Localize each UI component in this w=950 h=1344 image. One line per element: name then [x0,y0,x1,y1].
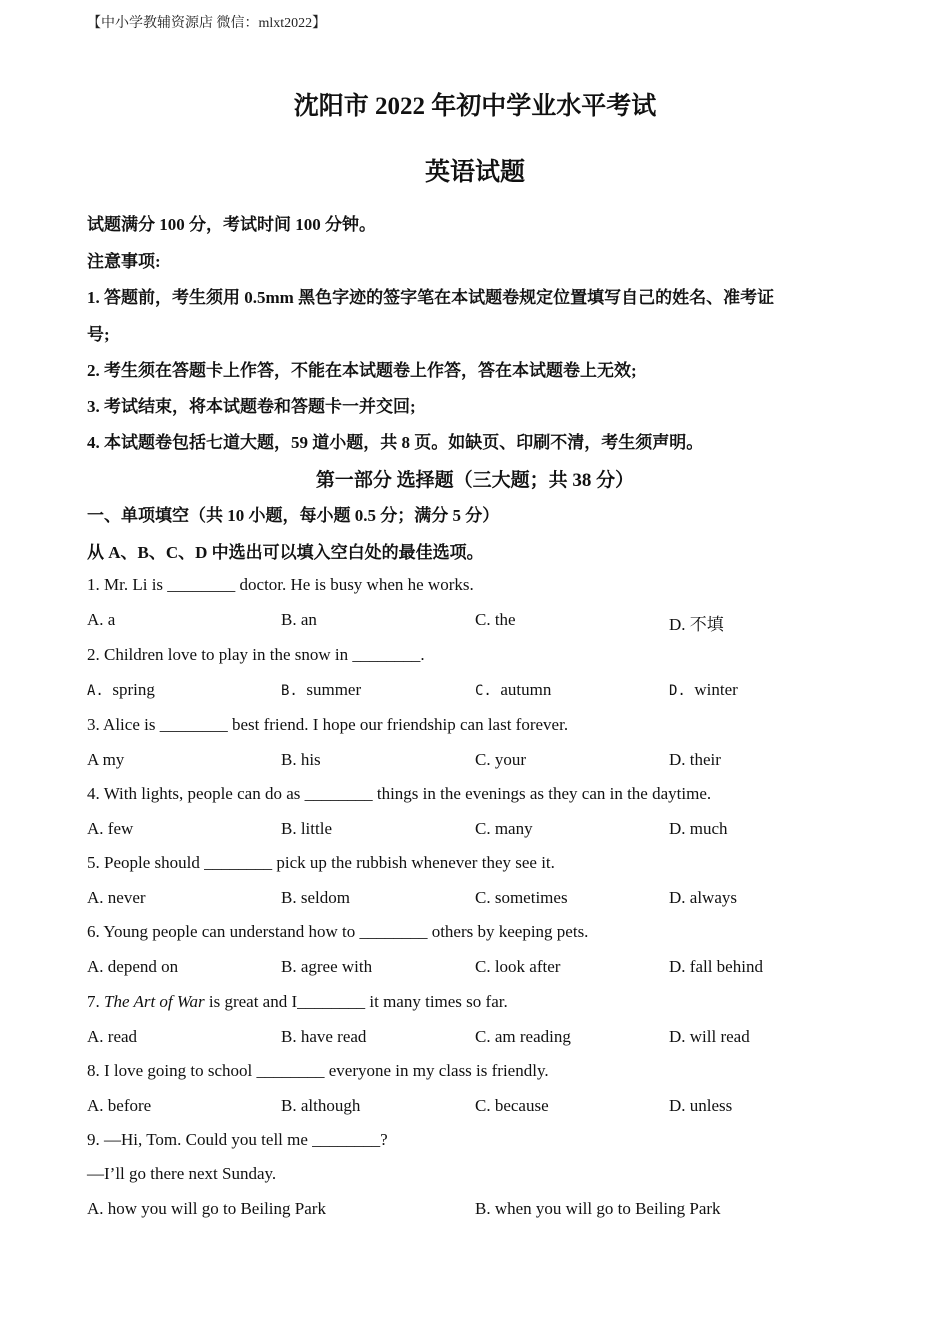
question-stem: 1. Mr. Li is ________ doctor. He is busy when he works. [87,575,474,594]
option-a: A. a [87,610,116,629]
note-item: 4. 本试题卷包括七道大题，59 道小题，共 8 页。如缺页、印刷不清，考生须声明。 [87,433,704,452]
section-instruction: 从 A、B、C、D 中选出可以填入空白处的最佳选项。 [87,543,484,562]
option-d: D. 不填 [669,615,724,634]
option-b: B. although [281,1096,361,1115]
option-letter: A. [87,683,104,699]
option-c: C. sometimes [475,888,568,907]
option-a [87,680,155,700]
section-title: 一、单项填空（共 10 小题，每小题 0.5 分；满分 5 分） [87,506,500,525]
header-note: 【中小学教辅资源店 微信：mlxt2022】 [87,16,327,31]
option-a: A. how you will go to Beiling Park [87,1199,326,1218]
option-d: D. will read [669,1027,750,1046]
option-c: C. am reading [475,1027,571,1046]
option-letter: C. [475,683,492,699]
option-text: summer [306,680,362,699]
option-letter: B. [281,683,298,699]
option-text: autumn [500,680,552,699]
option-b: B. agree with [281,957,373,976]
option-text: spring [112,680,155,699]
option-b: B. little [281,819,332,838]
option-a: A. few [87,819,134,838]
option-b [281,680,361,700]
option-a: A. before [87,1096,152,1115]
option-c: C. because [475,1096,549,1115]
option-text: winter [694,680,738,699]
option-b: B. have read [281,1027,367,1046]
option-b: B. his [281,750,321,769]
option-b: B. an [281,610,317,629]
option-c [475,680,551,700]
option-b: B. when you will go to Beiling Park [475,1199,721,1218]
exam-subtitle: 英语试题 [424,159,525,186]
option-c: C. your [475,750,526,769]
question-stem: 5. People should ________ pick up the rubbish whenever they see it. [87,853,555,872]
question-stem: 8. I love going to school ________ everyone in my class is friendly. [87,1061,549,1080]
question-stem: 4. With lights, people can do as ________ things in the evenings as they can in the daytime. [87,784,712,803]
dialogue-reply: —I’ll go there next Sunday. [87,1164,277,1183]
option-c: C. many [475,819,533,838]
option-d: D. fall behind [669,957,763,976]
book-title: The Art of War [104,992,205,1011]
option-d: D. their [669,750,721,769]
note-item: 1. 答题前，考生须用 0.5mm 黑色字迹的签字笔在本试题卷规定位置填写自己的姓名、准考证 [87,288,775,307]
question-stem: 9. —Hi, Tom. Could you tell me ________? [87,1130,388,1149]
question-stem: 6. Young people can understand how to ________ others by keeping pets. [87,922,589,941]
exam-info: 试题满分 100 分，考试时间 100 分钟。 [87,215,376,234]
option-d [669,680,738,700]
note-item: 号; [87,325,110,344]
option-d: D. unless [669,1096,733,1115]
option-letter: D. [669,683,686,699]
stem-suffix: is great and I________ it many times so far. [204,992,508,1011]
option-c: C. look after [475,957,561,976]
option-b: B. seldom [281,888,350,907]
option-a: A. read [87,1027,138,1046]
exam-title: 沈阳市 2022 年初中学业水平考试 [293,93,657,120]
note-item: 2. 考生须在答题卡上作答，不能在本试题卷上作答，答在本试题卷上无效; [87,361,637,380]
question-stem: 3. Alice is ________ best friend. I hope our friendship can last forever. [87,715,569,734]
note-item: 3. 考试结束，将本试题卷和答题卡一并交回; [87,397,416,416]
option-c: C. the [475,610,516,629]
question-stem: 2. Children love to play in the snow in ________. [87,645,425,664]
question-stem [87,992,508,1012]
option-a: A. never [87,888,146,907]
notes-heading: 注意事项: [87,252,161,271]
option-d: D. always [669,888,737,907]
option-a: A my [87,750,125,769]
option-a: A. depend on [87,957,179,976]
option-d: D. much [669,819,728,838]
part-title: 第一部分 选择题（三大题；共 38 分） [315,470,635,491]
stem-prefix: 7. [87,992,104,1011]
